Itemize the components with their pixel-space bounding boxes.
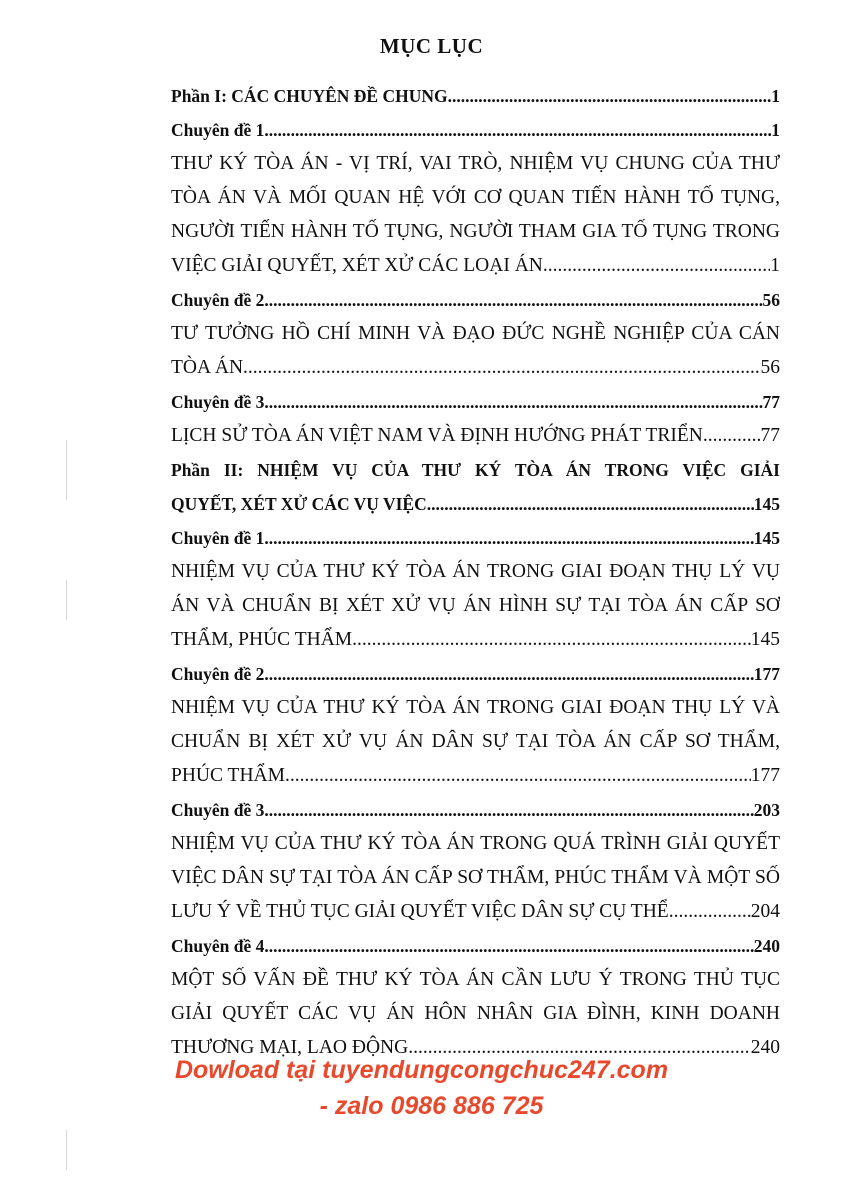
toc-page-number: 177	[753, 664, 780, 684]
dot-leader	[264, 793, 753, 827]
scan-margin-mark	[66, 440, 67, 500]
dot-leader	[703, 419, 761, 453]
toc-entry-last-line	[171, 487, 780, 521]
toc-page-number: 240	[750, 1037, 780, 1058]
toc-entry-line: TƯ TƯỞNG HỒ CHÍ MINH VÀ ĐẠO ĐỨC NGHỀ NGHIỆP CỦA CÁN	[171, 323, 780, 344]
toc-entry-line: Phần II: NHIỆM VỤ CỦA THƯ KÝ TÒA ÁN TRONG VIỆC GIẢI	[171, 460, 780, 480]
toc-entry-last-line	[171, 419, 780, 453]
toc-entry	[171, 793, 780, 827]
dot-leader	[264, 929, 753, 963]
watermark-contact-line: - zalo 0986 886 725	[319, 1092, 544, 1120]
toc-entry-last-line	[171, 657, 780, 691]
toc-entry-last-line	[171, 283, 780, 317]
toc-entry-line: NHIỆM VỤ CỦA THƯ KÝ TÒA ÁN TRONG QUÁ TRÌNH GIẢI QUYẾT	[171, 833, 780, 854]
toc-page-number: 1	[771, 86, 780, 106]
toc-page-number: 177	[750, 765, 780, 786]
dot-leader	[264, 113, 771, 147]
toc-entry-last-line	[171, 249, 780, 283]
toc-entry	[171, 385, 780, 419]
toc-entry-line: CHUẨN BỊ XÉT XỬ VỤ ÁN DÂN SỰ TẠI TÒA ÁN CẤP SƠ THẨM,	[171, 731, 780, 752]
toc-entry-title: THẨM, PHÚC THẨM	[171, 629, 353, 650]
dot-leader	[243, 351, 760, 385]
toc-entry-title: QUYẾT, XÉT XỬ CÁC VỤ VIỆC	[171, 494, 427, 514]
dot-leader	[264, 283, 762, 317]
toc-page-number: 77	[760, 425, 780, 446]
toc-entry-title: PHÚC THẨM	[171, 765, 285, 786]
toc-page-number: 145	[750, 629, 780, 650]
toc-entry	[171, 317, 780, 385]
toc-entry	[171, 657, 780, 691]
toc-entry	[171, 147, 780, 283]
toc-entry-title: Chuyên đề 2	[171, 664, 265, 684]
toc-entry-title: TÒA ÁN	[171, 357, 244, 378]
toc-entry	[171, 521, 780, 555]
toc-entry	[171, 283, 780, 317]
page-title: MỤC LỤC	[379, 34, 484, 58]
watermark-download-line: Dowload tại tuyendungcongchuc247.com	[174, 1056, 669, 1084]
toc-entry-title: Chuyên đề 1	[171, 528, 265, 548]
toc-page-number: 145	[753, 494, 780, 514]
toc-entry-title: LỊCH SỬ TÒA ÁN VIỆT NAM VÀ ĐỊNH HƯỚNG PHÁT TRIỂN	[171, 425, 703, 446]
toc-entry	[171, 555, 780, 657]
toc-entry-last-line	[171, 759, 780, 793]
toc-entry-title: LƯU Ý VỀ THỦ TỤC GIẢI QUYẾT VIỆC DÂN SỰ CỤ THỂ	[171, 901, 669, 922]
dot-leader	[352, 623, 751, 657]
toc-entry-last-line	[171, 113, 780, 147]
toc-entry-title: Chuyên đề 1	[171, 120, 265, 140]
toc-entry	[171, 419, 780, 453]
toc-entry-title: Chuyên đề 2	[171, 290, 265, 310]
toc-entry-last-line	[171, 521, 780, 555]
toc-page-number: 56	[760, 357, 780, 378]
toc-entry-last-line	[171, 385, 780, 419]
toc-page-number: 1	[770, 255, 780, 276]
toc-entry-last-line	[171, 793, 780, 827]
dot-leader	[543, 249, 770, 283]
toc-entry-last-line	[171, 351, 780, 385]
toc-page-number: 56	[762, 290, 780, 310]
toc-entry-title: Chuyên đề 4	[171, 936, 265, 956]
toc-entry	[171, 963, 780, 1065]
toc-entry-title: Chuyên đề 3	[171, 392, 265, 412]
toc-entry-line: ÁN VÀ CHUẨN BỊ XÉT XỬ VỤ ÁN HÌNH SỰ TẠI TÒA ÁN CẤP SƠ	[171, 595, 780, 616]
toc-entry-title: THƯƠNG MẠI, LAO ĐỘNG	[171, 1037, 409, 1058]
dot-leader	[285, 759, 751, 793]
toc-page-number: 240	[753, 936, 780, 956]
toc-entry-last-line	[171, 929, 780, 963]
scan-margin-mark	[66, 1130, 67, 1170]
toc-entry-last-line	[171, 895, 780, 929]
toc-entry	[171, 827, 780, 929]
toc-entry-last-line	[171, 623, 780, 657]
dot-leader	[264, 657, 753, 691]
toc-entry-title: VIỆC GIẢI QUYẾT, XÉT XỬ CÁC LOẠI ÁN	[171, 255, 543, 276]
toc-entry-line: MỘT SỐ VẤN ĐỀ THƯ KÝ TÒA ÁN CẦN LƯU Ý TRONG THỦ TỤC	[171, 969, 780, 990]
toc-entry-line: NHIỆM VỤ CỦA THƯ KÝ TÒA ÁN TRONG GIAI ĐOẠN THỤ LÝ VỤ	[171, 561, 780, 582]
toc-entry-line: VIỆC DÂN SỰ TẠI TÒA ÁN CẤP SƠ THẨM, PHÚC THẨM VÀ MỘT SỐ	[171, 867, 780, 888]
scan-margin-mark	[66, 580, 67, 620]
dot-leader	[264, 385, 762, 419]
table-of-contents	[171, 79, 780, 1065]
toc-entry-title: Phần I: CÁC CHUYÊN ĐỀ CHUNG	[171, 86, 448, 106]
toc-entry-last-line	[171, 79, 780, 113]
toc-entry-line: GIẢI QUYẾT CÁC VỤ ÁN HÔN NHÂN GIA ĐÌNH, KINH DOANH	[171, 1003, 780, 1024]
dot-leader	[427, 487, 754, 521]
toc-page-number: 1	[771, 120, 780, 140]
toc-page-number: 203	[753, 800, 780, 820]
toc-entry-title: Chuyên đề 3	[171, 800, 265, 820]
toc-page-number: 145	[753, 528, 780, 548]
toc-entry	[171, 929, 780, 963]
dot-leader	[264, 521, 753, 555]
toc-entry	[171, 691, 780, 793]
dot-leader	[448, 79, 772, 113]
toc-entry-line: THƯ KÝ TÒA ÁN - VỊ TRÍ, VAI TRÒ, NHIỆM VỤ CHUNG CỦA THƯ	[171, 153, 780, 174]
toc-entry	[171, 113, 780, 147]
toc-entry-line: NGƯỜI TIẾN HÀNH TỐ TỤNG, NGƯỜI THAM GIA TỐ TỤNG TRONG	[171, 221, 780, 242]
toc-entry-line: TÒA ÁN VÀ MỐI QUAN HỆ VỚI CƠ QUAN TIẾN HÀNH TỐ TỤNG,	[171, 187, 780, 208]
toc-entry	[171, 453, 780, 521]
toc-page-number: 204	[750, 901, 780, 922]
toc-entry-line: NHIỆM VỤ CỦA THƯ KÝ TÒA ÁN TRONG GIAI ĐOẠN THỤ LÝ VÀ	[171, 697, 780, 718]
toc-entry	[171, 79, 780, 113]
toc-page-number: 77	[762, 392, 780, 412]
dot-leader	[669, 895, 751, 929]
